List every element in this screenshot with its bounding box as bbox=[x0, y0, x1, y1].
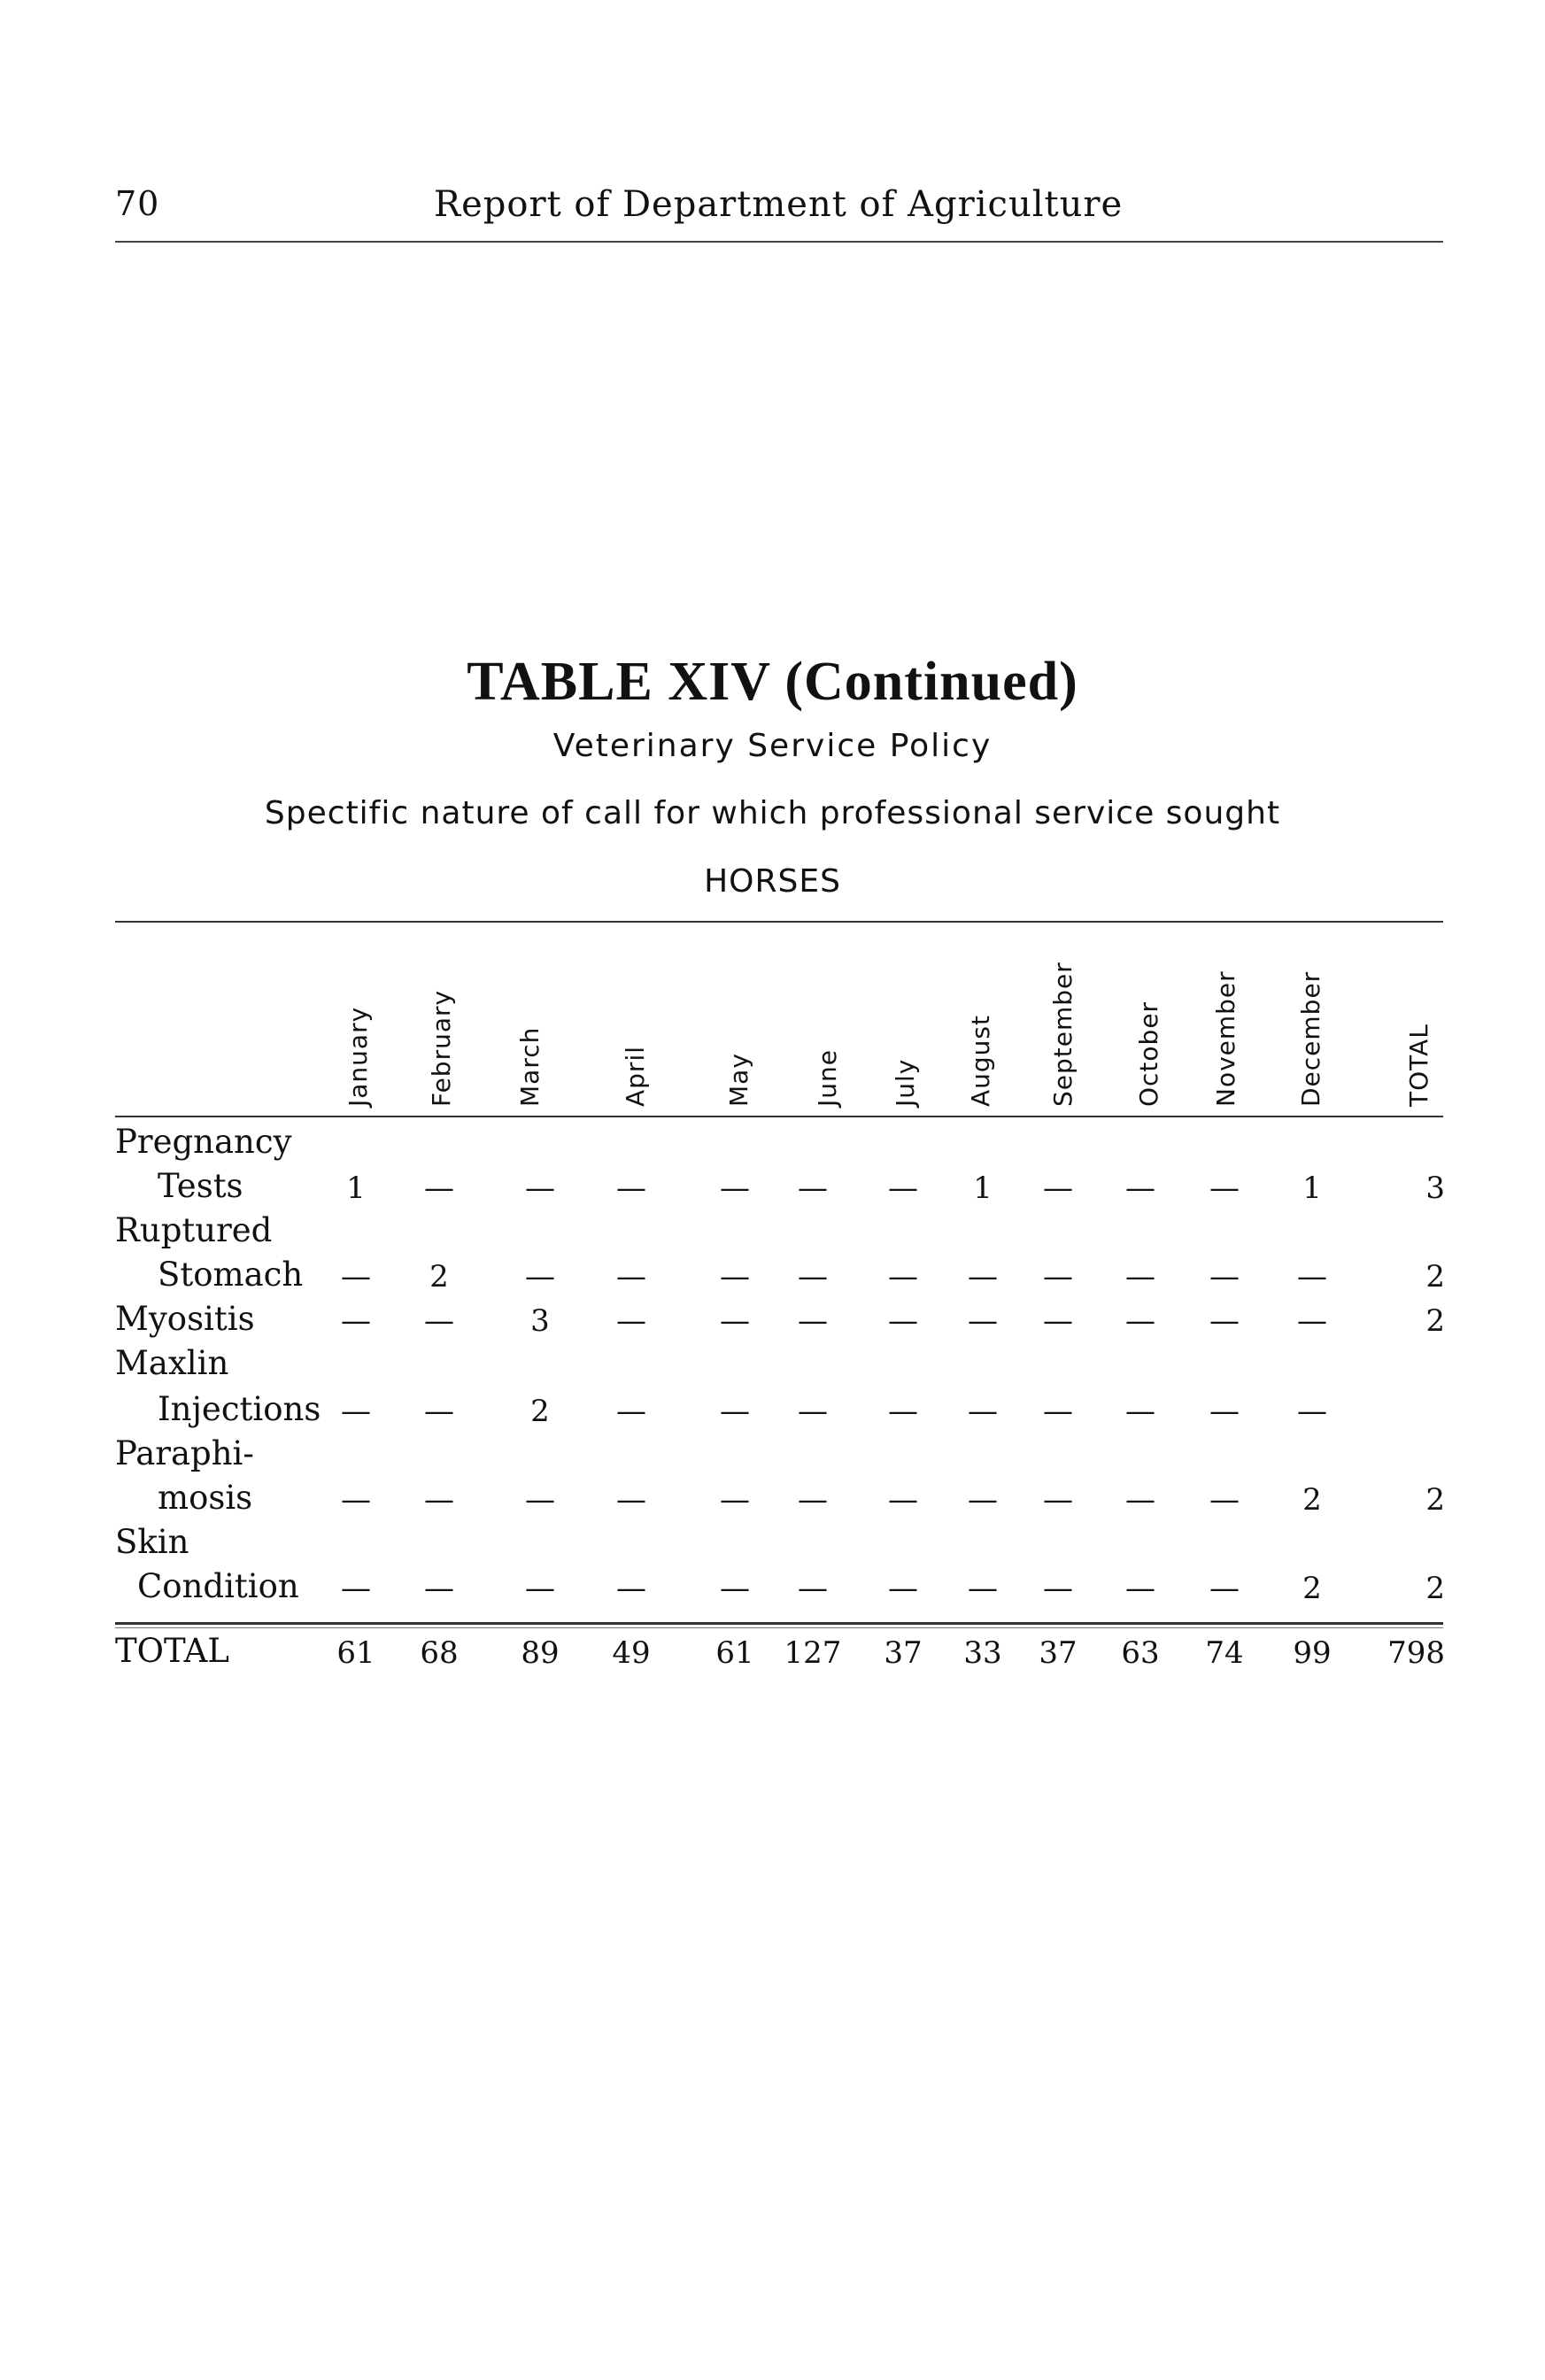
total-rule bbox=[115, 1622, 1443, 1625]
table-cell: — bbox=[720, 1394, 750, 1429]
col-header-total bbox=[1399, 956, 1443, 1107]
table-cell: — bbox=[616, 1171, 646, 1206]
col-header-october bbox=[1129, 956, 1173, 1107]
table-cell: 33 bbox=[963, 1635, 1002, 1671]
section-heading: HORSES bbox=[704, 863, 841, 900]
total-row-label: TOTAL bbox=[115, 1632, 229, 1670]
total-cell: 798 bbox=[1387, 1635, 1445, 1671]
table-cell: — bbox=[1209, 1171, 1240, 1206]
table-cell: — bbox=[968, 1482, 998, 1518]
table-cell: — bbox=[968, 1394, 998, 1429]
col-header-label: TOTAL bbox=[1404, 1024, 1433, 1107]
table-cell: — bbox=[616, 1482, 646, 1518]
header-bottom-rule bbox=[115, 1116, 1443, 1117]
table-cell: — bbox=[1209, 1259, 1240, 1294]
table-cell: 1 bbox=[973, 1171, 993, 1206]
row-label-line: Injections bbox=[158, 1390, 321, 1428]
table-cell: — bbox=[424, 1394, 454, 1429]
col-header-june bbox=[807, 956, 852, 1107]
col-header-november bbox=[1206, 956, 1250, 1107]
col-header-label: June bbox=[813, 1049, 842, 1107]
col-header-september bbox=[1043, 956, 1087, 1107]
table-cell: — bbox=[798, 1259, 828, 1294]
col-header-label: July bbox=[891, 1058, 920, 1107]
table-cell: 89 bbox=[521, 1635, 560, 1671]
table-cell: — bbox=[1297, 1303, 1327, 1339]
table-cell: 2 bbox=[1302, 1482, 1322, 1518]
row-label-line: mosis bbox=[158, 1479, 253, 1517]
col-header-december bbox=[1291, 956, 1335, 1107]
total-cell: 2 bbox=[1425, 1571, 1445, 1606]
table-cell: — bbox=[525, 1259, 555, 1294]
table-cell: — bbox=[720, 1171, 750, 1206]
table-cell: — bbox=[1125, 1571, 1155, 1606]
table-cell: — bbox=[720, 1571, 750, 1606]
col-header-label: February bbox=[427, 989, 456, 1107]
col-header-august bbox=[961, 956, 1005, 1107]
table-cell: — bbox=[1125, 1303, 1155, 1339]
table-cell: — bbox=[424, 1171, 454, 1206]
table-cell: — bbox=[424, 1482, 454, 1518]
table-cell: — bbox=[720, 1303, 750, 1339]
table-cell: 2 bbox=[429, 1259, 449, 1294]
table-cell: 2 bbox=[1302, 1571, 1322, 1606]
table-cell: — bbox=[720, 1482, 750, 1518]
table-cell: 63 bbox=[1121, 1635, 1160, 1671]
table-cell: — bbox=[341, 1303, 371, 1339]
table-cell: — bbox=[1125, 1171, 1155, 1206]
table-cell: — bbox=[1297, 1394, 1327, 1429]
total-cell: 3 bbox=[1425, 1171, 1445, 1206]
table-cell: 74 bbox=[1205, 1635, 1244, 1671]
table-cell: — bbox=[798, 1571, 828, 1606]
table-cell: — bbox=[525, 1571, 555, 1606]
table-cell: 99 bbox=[1293, 1635, 1332, 1671]
table-cell: 49 bbox=[612, 1635, 651, 1671]
table-cell: 2 bbox=[530, 1394, 550, 1429]
table-cell: — bbox=[1297, 1259, 1327, 1294]
table-cell: — bbox=[341, 1259, 371, 1294]
table-cell: — bbox=[720, 1259, 750, 1294]
table-cell: — bbox=[525, 1482, 555, 1518]
row-label-line: Ruptured bbox=[115, 1211, 273, 1249]
table-cell: — bbox=[888, 1303, 918, 1339]
table-cell: — bbox=[341, 1394, 371, 1429]
table-top-rule bbox=[115, 921, 1443, 923]
row-label-line: Condition bbox=[137, 1567, 299, 1605]
table-cell: — bbox=[1043, 1259, 1073, 1294]
table-cell: — bbox=[888, 1394, 918, 1429]
col-header-january bbox=[338, 956, 382, 1107]
table-cell: 1 bbox=[1302, 1171, 1322, 1206]
table-cell: — bbox=[968, 1259, 998, 1294]
table-cell: — bbox=[1209, 1394, 1240, 1429]
col-header-february bbox=[421, 956, 466, 1107]
table-cell: — bbox=[798, 1303, 828, 1339]
row-label-line: Myositis bbox=[115, 1300, 255, 1338]
col-header-label: August bbox=[966, 1015, 995, 1107]
table-title: TABLE XIV (Continued) bbox=[467, 652, 1078, 712]
table-cell: — bbox=[798, 1482, 828, 1518]
total-cell: 2 bbox=[1425, 1482, 1445, 1518]
col-header-label: November bbox=[1211, 970, 1240, 1107]
table-cell: — bbox=[616, 1571, 646, 1606]
page-number: 70 bbox=[115, 184, 160, 223]
row-label-line: Skin bbox=[115, 1523, 189, 1561]
col-header-label: May bbox=[724, 1053, 753, 1107]
table-cell: — bbox=[424, 1303, 454, 1339]
table-cell: — bbox=[616, 1394, 646, 1429]
table-cell: 61 bbox=[715, 1635, 754, 1671]
table-cell: — bbox=[798, 1394, 828, 1429]
total-cell: 2 bbox=[1425, 1259, 1445, 1294]
table-cell: — bbox=[1209, 1482, 1240, 1518]
col-header-may bbox=[719, 956, 763, 1107]
running-title: Report of Department of Agriculture bbox=[434, 184, 1124, 225]
table-cell: — bbox=[616, 1303, 646, 1339]
total-rule-secondary bbox=[115, 1627, 1443, 1628]
table-cell: — bbox=[1043, 1571, 1073, 1606]
table-cell: — bbox=[1125, 1394, 1155, 1429]
table-cell: — bbox=[1209, 1303, 1240, 1339]
col-header-march bbox=[510, 956, 554, 1107]
table-cell: 37 bbox=[884, 1635, 923, 1671]
table-cell: — bbox=[341, 1571, 371, 1606]
col-header-label: April bbox=[621, 1046, 650, 1107]
table-cell: — bbox=[888, 1482, 918, 1518]
col-header-label: September bbox=[1048, 962, 1078, 1107]
table-cell: — bbox=[616, 1259, 646, 1294]
total-cell: 2 bbox=[1425, 1303, 1445, 1339]
header-rule bbox=[115, 241, 1443, 243]
row-label-line: Paraphi- bbox=[115, 1434, 254, 1472]
col-header-july bbox=[885, 956, 930, 1107]
col-header-label: December bbox=[1296, 970, 1325, 1107]
table-cell: — bbox=[525, 1171, 555, 1206]
table-cell: — bbox=[1125, 1259, 1155, 1294]
table-cell: 3 bbox=[530, 1303, 550, 1339]
table-cell: — bbox=[888, 1571, 918, 1606]
table-cell: — bbox=[1043, 1303, 1073, 1339]
table-cell: 61 bbox=[336, 1635, 375, 1671]
table-cell: — bbox=[888, 1171, 918, 1206]
col-header-label: October bbox=[1134, 1001, 1163, 1107]
table-cell: — bbox=[1125, 1482, 1155, 1518]
table-subtitle: Veterinary Service Policy bbox=[552, 728, 993, 764]
table-cell: 37 bbox=[1039, 1635, 1078, 1671]
table-cell: — bbox=[798, 1171, 828, 1206]
table-cell: — bbox=[888, 1259, 918, 1294]
table-cell: — bbox=[1043, 1171, 1073, 1206]
table-caption: Spectific nature of call for which professional service sought bbox=[264, 795, 1281, 831]
row-label-line: Tests bbox=[158, 1167, 243, 1205]
table-cell: 68 bbox=[420, 1635, 459, 1671]
col-header-label: January bbox=[344, 1006, 373, 1107]
table-cell: — bbox=[968, 1303, 998, 1339]
row-label-line: Stomach bbox=[158, 1256, 304, 1294]
col-header-april bbox=[615, 956, 660, 1107]
table-cell: — bbox=[424, 1571, 454, 1606]
table-cell: 127 bbox=[784, 1635, 842, 1671]
table-cell: — bbox=[968, 1571, 998, 1606]
table-cell: — bbox=[1043, 1394, 1073, 1429]
row-label-line: Pregnancy bbox=[115, 1123, 292, 1161]
table-cell: — bbox=[1209, 1571, 1240, 1606]
table-cell: — bbox=[341, 1482, 371, 1518]
row-label-line: Maxlin bbox=[115, 1344, 229, 1382]
col-header-label: March bbox=[515, 1026, 545, 1107]
table-cell: 1 bbox=[346, 1171, 366, 1206]
table-cell: — bbox=[1043, 1482, 1073, 1518]
